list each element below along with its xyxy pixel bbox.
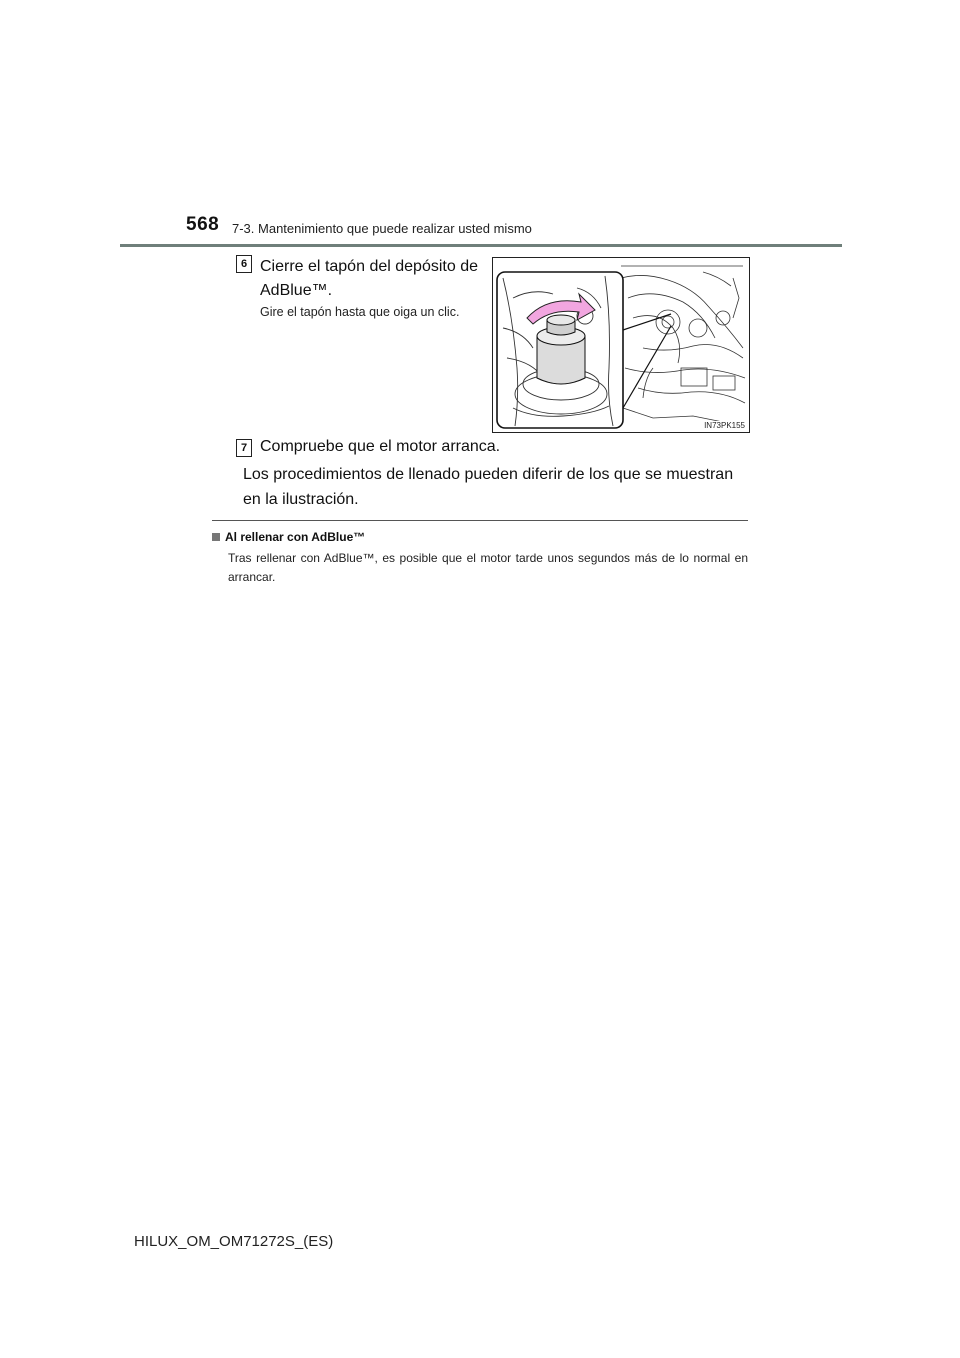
square-bullet-icon	[212, 533, 220, 541]
note-heading-text: Al rellenar con AdBlue™	[225, 530, 366, 544]
note-body: Tras rellenar con AdBlue™, es posible que el motor tarde unos segundos más de lo normal en arrancar.	[228, 551, 748, 584]
header-divider	[120, 244, 842, 247]
step-6-subtitle: Gire el tapón hasta que oiga un clic.	[260, 305, 460, 319]
procedure-note: Los procedimientos de llenado pueden diferir de los que se muestran en la ilustración.	[243, 466, 734, 508]
note-heading	[212, 530, 365, 544]
step-6-title-line1: Cierre el tapón del depósito de	[260, 258, 478, 275]
section-title: 7-3. Mantenimiento que puede realizar usted mismo	[232, 221, 532, 236]
step-7-title: Compruebe que el motor arranca.	[260, 438, 501, 455]
engine-bay-drawing	[493, 258, 749, 432]
page-number: 568	[186, 214, 220, 235]
step-6-title	[260, 255, 478, 303]
step-6-title-line2: AdBlue™.	[260, 282, 333, 299]
step-6-badge: 6	[236, 255, 252, 273]
document-id: HILUX_OM_OM71272S_(ES)	[134, 1233, 334, 1250]
figure-code: IN73PK155	[704, 421, 745, 430]
note-divider	[212, 520, 748, 521]
adblue-cap-illustration	[492, 257, 750, 433]
step-7-badge: 7	[236, 439, 252, 457]
